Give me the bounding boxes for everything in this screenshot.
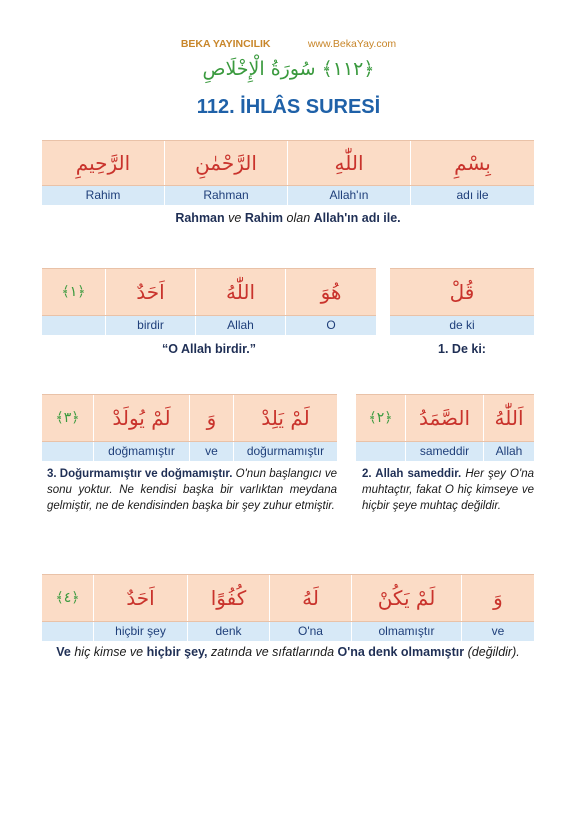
- arabic-word: الرَّحْمٰنِ: [165, 141, 288, 185]
- verse-number: ﴿٣﴾: [42, 395, 94, 441]
- turkish-word: ve: [491, 624, 505, 638]
- arabic-word: الصَّمَدُ: [406, 395, 484, 441]
- turkish-word: adı ile: [456, 188, 489, 202]
- turkish-word: hiçbir şey: [94, 622, 188, 641]
- arabic-word: لَمْ يَلِدْ: [261, 406, 310, 430]
- turkish-word: O'na: [270, 622, 352, 641]
- verse-table-3: [42, 394, 337, 461]
- arabic-word: اَحَدٌ: [106, 269, 196, 315]
- arabic-word: وَ: [190, 395, 234, 441]
- arabic-word: بِسْمِ: [454, 151, 491, 175]
- arabic-word: قُلْ: [449, 280, 475, 304]
- arabic-word: اللّٰهِ: [288, 141, 411, 185]
- verse-meaning-1-say: 1. De ki:: [438, 342, 486, 356]
- turkish-word: O: [326, 318, 336, 332]
- turkish-word: Allah: [196, 316, 286, 335]
- verse-table-1: [42, 268, 376, 335]
- arabic-word: اَحَدٌ: [94, 575, 188, 621]
- arabic-word: هُوَ: [320, 280, 342, 304]
- turkish-word: ve: [190, 442, 234, 461]
- arabic-word: لَمْ يُولَدْ: [94, 395, 190, 441]
- page-title: 112. İHLÂS SURESİ: [196, 96, 381, 118]
- turkish-word: [356, 442, 406, 461]
- turkish-word: birdir: [106, 316, 196, 335]
- turkish-word: Allah: [495, 444, 523, 458]
- turkish-word: [42, 622, 94, 641]
- arabic-word: كُفُوًا: [188, 575, 270, 621]
- turkish-word: Rahman: [165, 186, 288, 205]
- turkish-word: de ki: [449, 318, 475, 332]
- turkish-word: sameddir: [406, 442, 484, 461]
- turkish-word: [42, 442, 94, 461]
- verse-meaning-2: 2. Allah sameddir. Her şey O'na muhtaçtır, fakat O hiç kimseye ve hiçbir şeye muhtaç değildir.: [362, 468, 534, 512]
- verse-table-1-say: [390, 268, 534, 335]
- arabic-word: لَهُ: [270, 575, 352, 621]
- verse-number: ﴿٢﴾: [356, 395, 406, 441]
- verse-number: ﴿١﴾: [42, 269, 106, 315]
- verse-table-2: [356, 394, 534, 461]
- arabic-word: وَ: [493, 586, 503, 610]
- verse-table-4: [42, 574, 534, 641]
- verse-meaning-basmala: Rahman ve Rahim olan Allah'ın adı ile.: [175, 211, 401, 225]
- turkish-word: [42, 316, 106, 335]
- turkish-word: Rahim: [42, 186, 165, 205]
- turkish-word: denk: [188, 622, 270, 641]
- surah-arabic-title: ﴿١١٢﴾ سُورَةُ الْإِخْلَاصِ: [202, 58, 375, 80]
- verse-number: ﴿٤﴾: [42, 575, 94, 621]
- turkish-word: Allah'ın: [288, 186, 411, 205]
- publisher-name: BEKA YAYINCILIK: [180, 38, 271, 50]
- verse-meaning-1: “O Allah birdir.”: [162, 342, 256, 356]
- page-header: [0, 38, 577, 50]
- arabic-word: اللّٰهُ: [196, 269, 286, 315]
- arabic-word: لَمْ يَكُنْ: [352, 575, 462, 621]
- turkish-word: doğmamıştır: [94, 442, 190, 461]
- verse-meaning-4: Ve hiç kimse ve hiçbir şey, zatında ve sıfatlarında O'na denk olmamıştır (değildir).: [56, 645, 520, 659]
- turkish-word: doğurmamıştır: [246, 444, 325, 458]
- verse-table-basmala: [42, 140, 534, 205]
- turkish-word: olmamıştır: [352, 622, 462, 641]
- verse-meaning-3: 3. Doğurmamıştır ve doğmamıştır. O'nun başlangıcı ve sonu yoktur. Ne kendisi başka bir varlıktan meydana gelmiştir, ne de kendisinden başka bir şey zuhur etmiştir.: [47, 468, 337, 512]
- website-link[interactable]: www.BekaYay.com: [307, 38, 397, 50]
- arabic-word: اَللّٰهُ: [494, 406, 524, 430]
- arabic-word: الرَّحِيمِ: [42, 141, 165, 185]
